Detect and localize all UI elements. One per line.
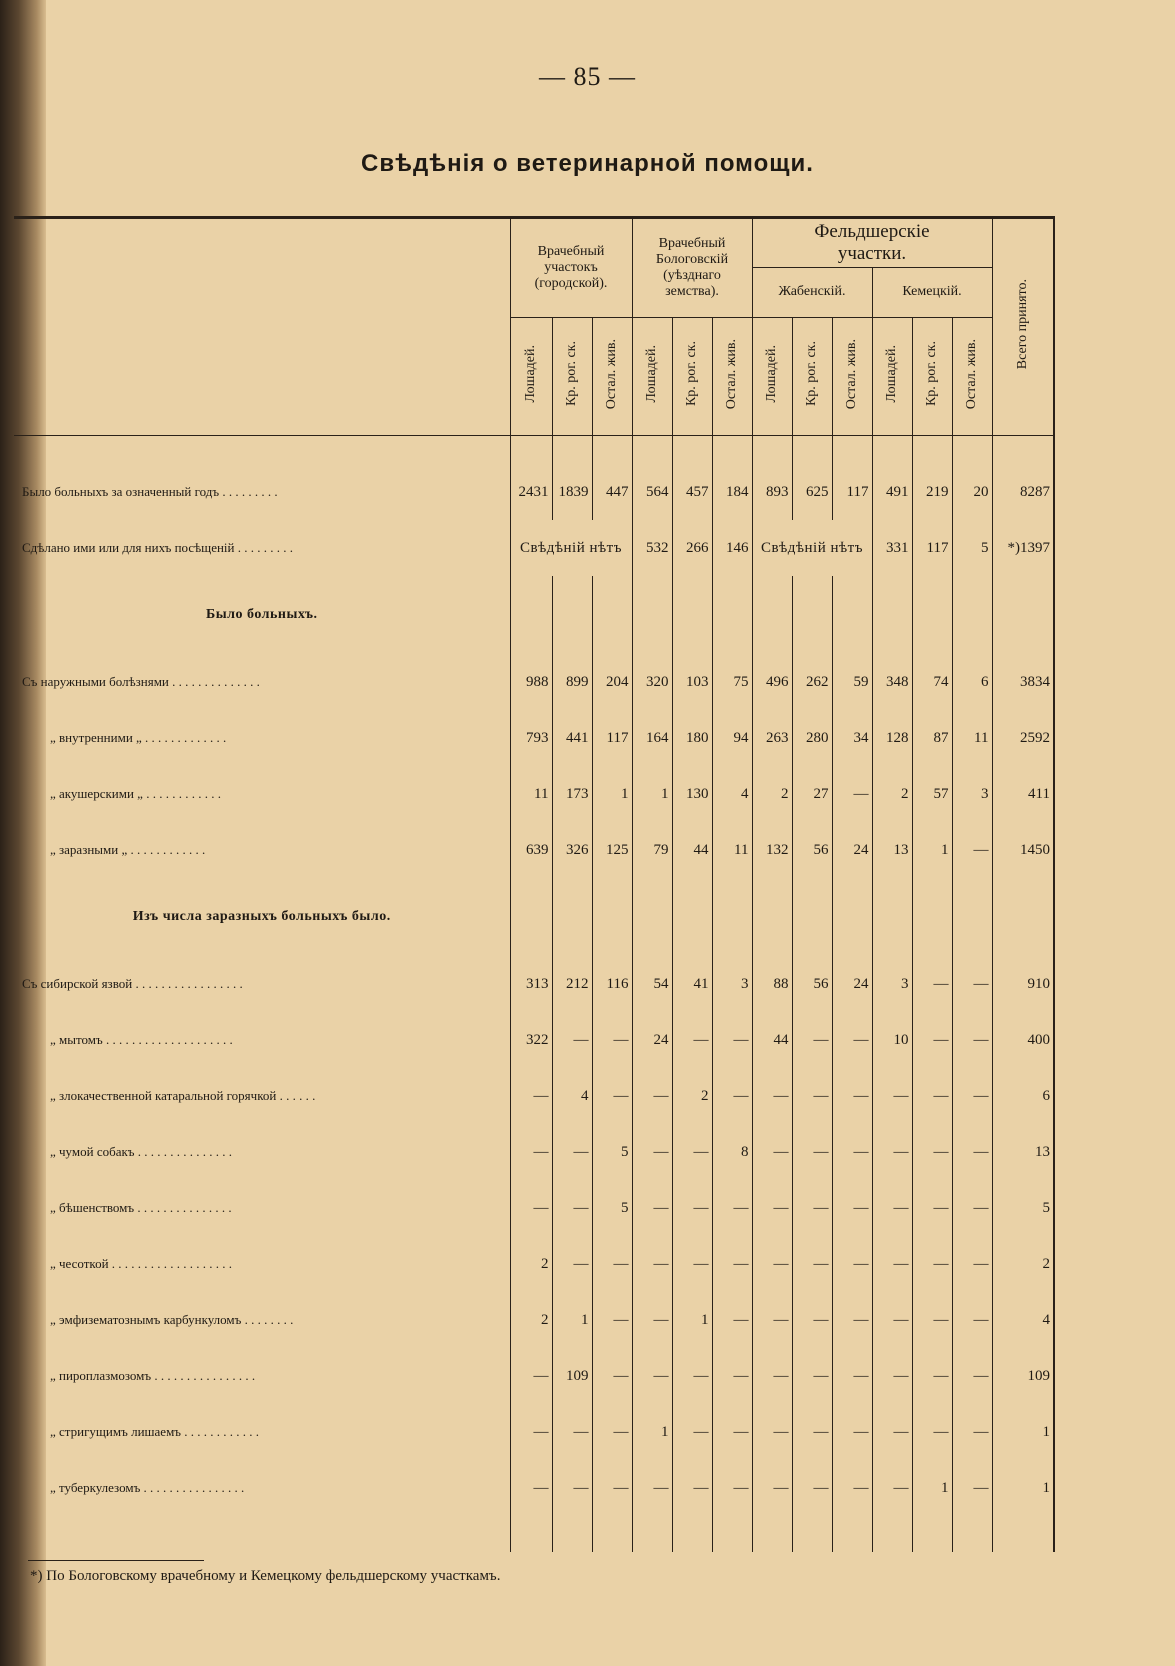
table-cell: 3 [952, 766, 992, 822]
table-cell: — [632, 1460, 672, 1516]
sub-other: Остал. жив. [952, 318, 992, 436]
empty-cell [632, 576, 672, 654]
empty-cell [672, 576, 712, 654]
table-cell: — [952, 1068, 992, 1124]
table-cell: — [632, 1292, 672, 1348]
table-cell: — [752, 1068, 792, 1124]
table-cell: 116 [592, 956, 632, 1012]
table-cell: — [552, 1124, 592, 1180]
table-cell: — [592, 1236, 632, 1292]
table-cell: 180 [672, 710, 712, 766]
table-row [14, 1124, 1054, 1180]
table-cell: 204 [592, 654, 632, 710]
sub-cattle: Кр. рог. ск. [672, 318, 712, 436]
total-cell: 109 [992, 1348, 1054, 1404]
row-label: „ заразными „ . . . . . . . . . . . . [50, 842, 206, 857]
table-cell: — [510, 1348, 552, 1404]
table-cell: 184 [712, 464, 752, 520]
table-cell: — [752, 1460, 792, 1516]
table-cell: 639 [510, 822, 552, 878]
table-cell: — [792, 1012, 832, 1068]
table-cell: 625 [792, 464, 832, 520]
table-cell: — [752, 1180, 792, 1236]
empty-cell [592, 878, 632, 956]
sub-horses: Лошадей. [872, 318, 912, 436]
table-row [14, 1292, 1054, 1348]
table-cell: 27 [792, 766, 832, 822]
table-cell: — [672, 1180, 712, 1236]
table-cell: 56 [792, 956, 832, 1012]
table-cell: 117 [832, 464, 872, 520]
empty-cell [952, 576, 992, 654]
empty-cell [832, 576, 872, 654]
table-cell: — [952, 1012, 992, 1068]
veterinary-table [14, 216, 1055, 1552]
table-cell: — [552, 1236, 592, 1292]
table-cell: — [752, 1348, 792, 1404]
table-cell: — [632, 1236, 672, 1292]
table-cell: — [510, 1068, 552, 1124]
empty-cell [832, 878, 872, 956]
table-row [14, 1068, 1054, 1124]
section-row [14, 878, 1054, 956]
table-cell: 2431 [510, 464, 552, 520]
table-cell: — [712, 1292, 752, 1348]
table-cell: 44 [752, 1012, 792, 1068]
table-cell: — [832, 1124, 872, 1180]
table-cell: — [632, 1180, 672, 1236]
table-cell: — [552, 1460, 592, 1516]
empty-cell [592, 576, 632, 654]
table-cell: — [592, 1012, 632, 1068]
table-cell: 457 [672, 464, 712, 520]
row-label: „ эмфизематознымъ карбункуломъ . . . . . . . . [50, 1312, 294, 1327]
sub-other: Остал. жив. [592, 318, 632, 436]
table-cell: 57 [912, 766, 952, 822]
sub-horses: Лошадей. [632, 318, 672, 436]
sub-other: Остал. жив. [712, 318, 752, 436]
table-cell: — [872, 1180, 912, 1236]
row-label: Съ наружными болѣзнями . . . . . . . . . . . . . . [22, 674, 260, 689]
table-row [14, 1236, 1054, 1292]
table-cell: — [832, 1460, 872, 1516]
empty-cell [510, 576, 552, 654]
empty-cell [552, 878, 592, 956]
table-cell: 441 [552, 710, 592, 766]
table-cell: 11 [712, 822, 752, 878]
total-cell: 5 [992, 1180, 1054, 1236]
footnote: *) По Бологовскому врачебному и Кемецкому фельдшерскому участкамъ. [30, 1568, 501, 1584]
table-cell: — [952, 1236, 992, 1292]
table-cell: — [510, 1124, 552, 1180]
table-row [14, 1404, 1054, 1460]
table-cell: — [872, 1460, 912, 1516]
empty-cell [912, 576, 952, 654]
table-cell: 496 [752, 654, 792, 710]
table-cell: — [832, 1012, 872, 1068]
table-cell: 1 [632, 1404, 672, 1460]
table-body [14, 436, 1054, 1553]
table-cell: 20 [952, 464, 992, 520]
table-cell: 348 [872, 654, 912, 710]
end-row [14, 1516, 1054, 1552]
total-cell: 1 [992, 1404, 1054, 1460]
table-cell: 24 [632, 1012, 672, 1068]
sub-cattle: Кр. рог. ск. [792, 318, 832, 436]
table-cell: 266 [672, 520, 712, 576]
table-cell: 988 [510, 654, 552, 710]
table-cell: — [952, 1348, 992, 1404]
table-cell: 1 [552, 1292, 592, 1348]
row-label: Было больныхъ за означенный годъ . . . . . . . . . [22, 484, 278, 499]
table-cell: 74 [912, 654, 952, 710]
table-cell: 1839 [552, 464, 592, 520]
table-cell: — [832, 1180, 872, 1236]
sub-other: Остал. жив. [832, 318, 872, 436]
table-cell: — [832, 1292, 872, 1348]
table-cell: 447 [592, 464, 632, 520]
table-cell: 130 [672, 766, 712, 822]
no-data-note: Свѣдѣній нѣтъ [752, 520, 872, 576]
table-row [14, 520, 1054, 576]
section-heading: Было больныхъ. [205, 607, 318, 622]
table-cell: — [872, 1068, 912, 1124]
row-label: „ стригущимъ лишаемъ . . . . . . . . . . . . [50, 1424, 260, 1439]
table-cell: 128 [872, 710, 912, 766]
table-cell: — [912, 1068, 952, 1124]
table-cell: 94 [712, 710, 752, 766]
empty-cell [712, 576, 752, 654]
table-cell: 326 [552, 822, 592, 878]
table-cell: 11 [952, 710, 992, 766]
empty-cell [992, 576, 1054, 654]
empty-cell [712, 878, 752, 956]
table-cell: 4 [712, 766, 752, 822]
table-row [14, 1180, 1054, 1236]
table-cell: 24 [832, 956, 872, 1012]
table-cell: — [592, 1068, 632, 1124]
row-label: „ внутренними „ . . . . . . . . . . . . . [50, 730, 227, 745]
no-data-note: Свѣдѣній нѣтъ [510, 520, 632, 576]
table-cell: — [872, 1404, 912, 1460]
table-cell: 125 [592, 822, 632, 878]
row-label: Сдѣлано ими или для нихъ посѣщеній . . . . . . . . . [22, 540, 293, 555]
table-cell: — [712, 1348, 752, 1404]
table-cell: — [912, 1348, 952, 1404]
row-label: „ чумой собакъ . . . . . . . . . . . . . . . [50, 1144, 233, 1159]
sub-horses: Лошадей. [752, 318, 792, 436]
table-row [14, 822, 1054, 878]
footnote-rule [28, 1560, 204, 1561]
table-cell: 79 [632, 822, 672, 878]
empty-cell [672, 878, 712, 956]
table-cell: — [592, 1404, 632, 1460]
empty-cell [992, 878, 1054, 956]
table-cell: 263 [752, 710, 792, 766]
table-cell: — [792, 1348, 832, 1404]
total-cell: 3834 [992, 654, 1054, 710]
table-cell: — [912, 1292, 952, 1348]
sub-cattle: Кр. рог. ск. [552, 318, 592, 436]
table-cell: — [592, 1348, 632, 1404]
header-total-label: Всего принято. [1014, 279, 1030, 370]
table-cell: 59 [832, 654, 872, 710]
table-cell: 75 [712, 654, 752, 710]
table-cell: 10 [872, 1012, 912, 1068]
empty-cell [792, 576, 832, 654]
table-cell: 8 [712, 1124, 752, 1180]
row-label: „ акушерскими „ . . . . . . . . . . . . [50, 786, 221, 801]
table-cell: 54 [632, 956, 672, 1012]
table-row [14, 1012, 1054, 1068]
table-cell: — [792, 1236, 832, 1292]
page-title: Свѣдѣнія о ветеринарной помощи. [361, 150, 814, 177]
table-cell: — [752, 1236, 792, 1292]
table-cell: — [792, 1068, 832, 1124]
table-cell: 5 [952, 520, 992, 576]
table-cell: — [952, 822, 992, 878]
table-cell: 11 [510, 766, 552, 822]
row-label: „ бѣшенствомъ . . . . . . . . . . . . . . . [50, 1200, 232, 1215]
table-cell: 1 [672, 1292, 712, 1348]
table-cell: — [672, 1404, 712, 1460]
table-cell: — [912, 956, 952, 1012]
table-cell: — [872, 1236, 912, 1292]
table-cell: 2 [872, 766, 912, 822]
table-cell: 219 [912, 464, 952, 520]
table-cell: — [792, 1404, 832, 1460]
table-cell: 1 [632, 766, 672, 822]
empty-cell [632, 878, 672, 956]
table-cell: 1 [912, 1460, 952, 1516]
row-label: „ чесоткой . . . . . . . . . . . . . . . . . . . [50, 1256, 233, 1271]
table-cell: — [672, 1236, 712, 1292]
table-cell: 2 [510, 1236, 552, 1292]
empty-cell [872, 576, 912, 654]
table-cell: 899 [552, 654, 592, 710]
table-cell: 88 [752, 956, 792, 1012]
table-cell: — [912, 1236, 952, 1292]
table-cell: 4 [552, 1068, 592, 1124]
table-cell: 41 [672, 956, 712, 1012]
row-label: „ пироплазмозомъ . . . . . . . . . . . . . . . . [50, 1368, 256, 1383]
table-cell: — [552, 1404, 592, 1460]
table-cell: — [792, 1124, 832, 1180]
table-cell: 313 [510, 956, 552, 1012]
sub-horses: Лошадей. [510, 318, 552, 436]
total-cell: 6 [992, 1068, 1054, 1124]
table-cell: 491 [872, 464, 912, 520]
table-cell: — [712, 1012, 752, 1068]
header-zhaben: Жабенскій. [752, 268, 872, 318]
section-heading: Изъ числа заразныхъ больныхъ было. [132, 909, 391, 924]
table-cell: — [712, 1068, 752, 1124]
table-cell: — [552, 1180, 592, 1236]
table-row [14, 710, 1054, 766]
table-cell: — [952, 1180, 992, 1236]
table-cell: — [792, 1460, 832, 1516]
empty-cell [952, 878, 992, 956]
table-cell: — [672, 1460, 712, 1516]
table-cell: 87 [912, 710, 952, 766]
table-row [14, 766, 1054, 822]
page-number: — 85 — [539, 62, 636, 91]
table-cell: 3 [872, 956, 912, 1012]
table-cell: 2 [752, 766, 792, 822]
total-cell: 1450 [992, 822, 1054, 878]
table-cell: 893 [752, 464, 792, 520]
total-cell: 1 [992, 1460, 1054, 1516]
table-cell: — [712, 1236, 752, 1292]
table-cell: 44 [672, 822, 712, 878]
table-cell: 117 [592, 710, 632, 766]
table-cell: 5 [592, 1180, 632, 1236]
table-cell: — [592, 1460, 632, 1516]
table-cell: — [510, 1460, 552, 1516]
sub-cattle: Кр. рог. ск. [912, 318, 952, 436]
table-cell: 6 [952, 654, 992, 710]
total-cell: 2592 [992, 710, 1054, 766]
table-cell: — [832, 1404, 872, 1460]
table-cell: 564 [632, 464, 672, 520]
section-row [14, 576, 1054, 654]
header-group-bologoe: Врачебный Бологовскій (уѣзднаго земства). [632, 218, 752, 318]
total-cell: *)1397 [992, 520, 1054, 576]
row-label: Съ сибирской язвой . . . . . . . . . . . . . . . . . [22, 976, 243, 991]
table-cell: — [872, 1348, 912, 1404]
empty-cell [912, 878, 952, 956]
header-total [992, 218, 1054, 436]
table-row [14, 464, 1054, 520]
table-cell: — [792, 1292, 832, 1348]
table-cell: — [672, 1012, 712, 1068]
table-cell: 212 [552, 956, 592, 1012]
row-label: „ туберкулезомъ . . . . . . . . . . . . . . . . [50, 1480, 245, 1495]
table-cell: — [632, 1348, 672, 1404]
header-group-feldsher: Фельдшерскіе участки. [752, 218, 992, 268]
table-cell: 793 [510, 710, 552, 766]
empty-cell [872, 878, 912, 956]
table-cell: — [832, 1236, 872, 1292]
table-cell: — [832, 1068, 872, 1124]
table-row [14, 654, 1054, 710]
empty-cell [792, 878, 832, 956]
table-cell: — [872, 1124, 912, 1180]
total-cell: 8287 [992, 464, 1054, 520]
table-cell: 3 [712, 956, 752, 1012]
table-cell: — [712, 1180, 752, 1236]
header-group-city: Врачебный участокъ (городской). [510, 218, 632, 318]
table-cell: — [952, 1124, 992, 1180]
table-cell: — [672, 1348, 712, 1404]
total-cell: 411 [992, 766, 1054, 822]
table-cell: 331 [872, 520, 912, 576]
table-cell: — [912, 1012, 952, 1068]
table-cell: — [672, 1124, 712, 1180]
table-cell: — [912, 1404, 952, 1460]
table-cell: — [510, 1180, 552, 1236]
total-cell: 4 [992, 1292, 1054, 1348]
row-label: „ мытомъ . . . . . . . . . . . . . . . . . . . . [50, 1032, 233, 1047]
table-cell: 322 [510, 1012, 552, 1068]
table-cell: 280 [792, 710, 832, 766]
table-cell: 173 [552, 766, 592, 822]
table-row [14, 1460, 1054, 1516]
table-cell: — [912, 1124, 952, 1180]
table-cell: 117 [912, 520, 952, 576]
table-cell: 320 [632, 654, 672, 710]
table-cell: 2 [510, 1292, 552, 1348]
table-cell: 2 [672, 1068, 712, 1124]
empty-cell [752, 878, 792, 956]
table-cell: — [510, 1404, 552, 1460]
table-cell: — [952, 1292, 992, 1348]
table-cell: 532 [632, 520, 672, 576]
table-cell: 56 [792, 822, 832, 878]
table-cell: 103 [672, 654, 712, 710]
table-cell: 132 [752, 822, 792, 878]
row-label: „ злокачественной катаральной горячкой . . . . . . [50, 1088, 316, 1103]
table-cell: — [912, 1180, 952, 1236]
table-cell: — [832, 1348, 872, 1404]
header-kemets: Кемецкій. [872, 268, 992, 318]
table-cell: — [952, 1460, 992, 1516]
spacer-row [14, 436, 1054, 465]
table-cell: 109 [552, 1348, 592, 1404]
table-cell: 146 [712, 520, 752, 576]
empty-cell [752, 576, 792, 654]
total-cell: 2 [992, 1236, 1054, 1292]
table-row [14, 1348, 1054, 1404]
table-cell: — [832, 766, 872, 822]
table-cell: — [632, 1124, 672, 1180]
table-cell: — [952, 1404, 992, 1460]
empty-cell [552, 576, 592, 654]
table-cell: — [592, 1292, 632, 1348]
table-cell: — [712, 1460, 752, 1516]
table-cell: 24 [832, 822, 872, 878]
table-cell: — [952, 956, 992, 1012]
table-cell: 34 [832, 710, 872, 766]
table-cell: 13 [872, 822, 912, 878]
table-cell: 1 [912, 822, 952, 878]
table-cell: — [872, 1292, 912, 1348]
total-cell: 910 [992, 956, 1054, 1012]
table-cell: — [632, 1068, 672, 1124]
table-cell: 5 [592, 1124, 632, 1180]
table-cell: 262 [792, 654, 832, 710]
table-cell: — [712, 1404, 752, 1460]
total-cell: 13 [992, 1124, 1054, 1180]
header-corner [14, 218, 510, 436]
empty-cell [510, 878, 552, 956]
table-row [14, 956, 1054, 1012]
total-cell: 400 [992, 1012, 1054, 1068]
table-cell: — [752, 1292, 792, 1348]
table-cell: — [752, 1404, 792, 1460]
table-cell: — [792, 1180, 832, 1236]
table-cell: 164 [632, 710, 672, 766]
table-cell: — [552, 1012, 592, 1068]
table-cell: — [752, 1124, 792, 1180]
table-cell: 1 [592, 766, 632, 822]
